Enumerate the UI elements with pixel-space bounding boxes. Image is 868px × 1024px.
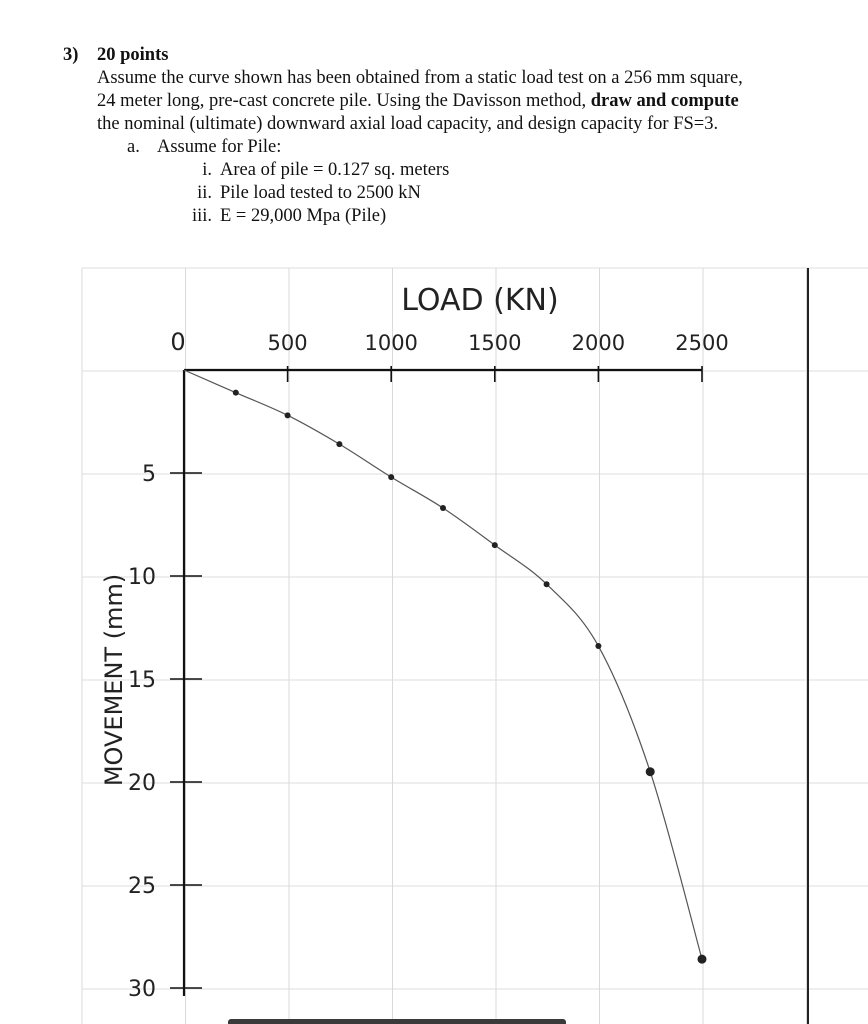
statement-bold: draw and compute <box>590 91 739 111</box>
problem-number: 3) <box>63 45 79 65</box>
data-point <box>595 643 601 649</box>
item-number: iii. <box>191 206 212 226</box>
y-tick-label: 30 <box>128 977 156 1002</box>
y-tick-label: 5 <box>142 462 156 487</box>
sub-text: Assume for Pile: <box>157 137 282 157</box>
data-point <box>544 581 550 587</box>
item-number: i. <box>202 160 212 180</box>
load-curve <box>184 370 702 959</box>
graph-grid <box>82 268 868 1024</box>
data-point <box>492 542 498 548</box>
x-tick-label: 0 <box>170 328 186 356</box>
problem-points: 20 points <box>97 45 169 65</box>
sub-label: a. <box>127 137 140 157</box>
y-tick-label: 10 <box>128 565 156 590</box>
item-text: Pile load tested to 2500 kN <box>220 183 421 203</box>
data-point <box>646 767 655 776</box>
item-number: ii. <box>197 183 212 203</box>
data-point <box>440 505 446 511</box>
item-text: E = 29,000 Mpa (Pile) <box>220 206 387 226</box>
statement-text-2: the nominal (ultimate) downward axial load capacity, and design capacity for FS=3. <box>97 114 719 134</box>
y-tick-label: 25 <box>128 874 156 899</box>
x-tick-label: 2500 <box>675 331 729 355</box>
data-point <box>388 474 394 480</box>
data-point <box>336 441 342 447</box>
data-point <box>285 412 291 418</box>
scroll-indicator <box>228 1019 566 1024</box>
statement-text-1: Assume the curve shown has been obtained from a static load test on a 256 mm square, 24 meter long, pre-cast concrete pile. Using the Davisson method, <box>97 68 743 111</box>
data-point <box>698 955 707 964</box>
ticks <box>170 366 702 988</box>
data-points <box>233 390 707 964</box>
axes <box>184 370 702 996</box>
y-tick-label: 15 <box>128 668 156 693</box>
tick-labels <box>128 328 729 1002</box>
x-tick-label: 500 <box>267 331 308 355</box>
x-axis-title: LOAD (KN) <box>401 283 559 318</box>
x-tick-label: 2000 <box>571 331 626 355</box>
item-text: Area of pile = 0.127 sq. meters <box>220 160 450 180</box>
y-axis-title: MOVEMENT (mm) <box>100 573 128 787</box>
x-tick-label: 1000 <box>364 331 418 355</box>
data-point <box>233 390 239 396</box>
x-tick-label: 1500 <box>468 331 522 355</box>
y-tick-label: 20 <box>128 771 156 796</box>
